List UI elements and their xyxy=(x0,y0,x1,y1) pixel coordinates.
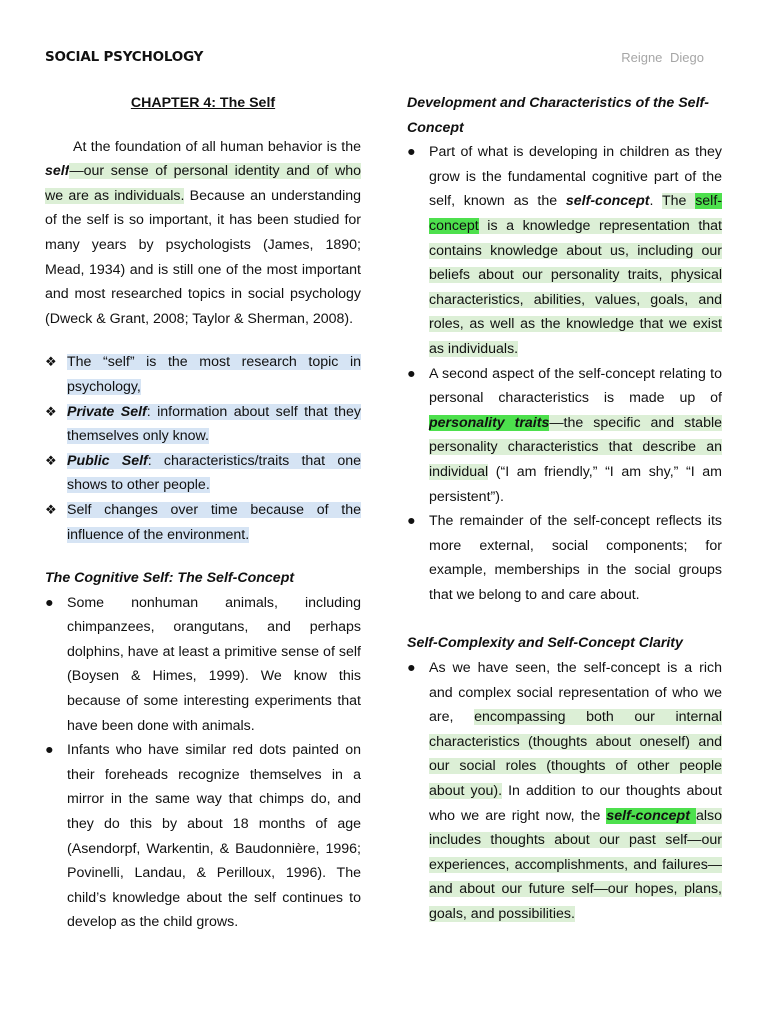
self-concept-highlight: self-concept xyxy=(606,807,696,824)
bullet-icon: ● xyxy=(407,365,416,382)
list-item: ❖ Public Self: characteristics/traits that one shows to other people. xyxy=(45,449,361,498)
list-item: ❖ Self changes over time because of the influence of the environment. xyxy=(45,498,361,547)
course-title: SOCIAL PSYCHOLOGY xyxy=(45,49,204,65)
diamond-bullet-icon: ❖ xyxy=(45,403,57,419)
bullet-icon: ● xyxy=(407,144,416,161)
list-item: ● A second aspect of the self-concept relating to personal characteristics is made up of personality traits—the specific and stable personality characteristics that describe an individual (“I am friendly,” “I am shy,” “I am persistent”). xyxy=(407,362,722,510)
diamond-bullet-icon: ❖ xyxy=(45,354,57,370)
diamond-bullet-icon: ❖ xyxy=(45,501,57,517)
section-heading-cognitive-self: The Cognitive Self: The Self-Concept xyxy=(45,570,295,587)
section-heading-self-complexity: Self-Complexity and Self-Concept Clarity xyxy=(407,635,683,652)
list-item: ● The remainder of the self-concept reflects its more external, social components; for example, memberships in the social groups that we belong to and care about. xyxy=(407,509,722,607)
self-definition: —our sense of personal identity and of who we are as individuals. xyxy=(45,163,361,204)
list-item: ❖ Private Self: information about self that they themselves only know. xyxy=(45,400,361,449)
list-item: ❖ The “self” is the most research topic in psychology, xyxy=(45,350,361,399)
list-item: ● As we have seen, the self-concept is a rich and complex social representation of who we are, encompassing both our internal characteristics (thoughts about oneself) and our social roles (thoughts of other people about you). In addition to our thoughts about who we are right now, the self-concept also includes thoughts about our past self—our experiences, accomplishments, and failures—and about our future self—our hopes, plans, goals, and possibilities. xyxy=(407,656,722,927)
personality-traits-highlight: personality traits xyxy=(429,414,550,431)
author-name: Reigne Diego xyxy=(621,50,704,65)
section-heading-development: Development and Characteristics of the Self-Concept xyxy=(407,95,709,136)
bullet-icon: ● xyxy=(407,660,416,677)
self-concept-highlight: self-concept xyxy=(429,193,722,234)
list-item: ● Some nonhuman animals, including chimpanzees, orangutans, and perhaps dolphins, have at least a primitive sense of self (Boysen & Himes, 1999). We know this because of some interesting experiments that have been done with animals. xyxy=(45,591,361,739)
development-bullet-list xyxy=(407,140,722,607)
diamond-bullet-icon: ❖ xyxy=(45,452,57,468)
chapter-title: CHAPTER 4: The Self xyxy=(130,95,276,111)
list-item: ● Part of what is developing in children as they grow is the fundamental cognitive part of the self, known as the self-concept. The self-concept is a knowledge representation that contains knowledge about us, including our beliefs about our personality traits, physical characteristics, abilities, values, goals, and roles, as well as the knowledge that we exist as individuals. xyxy=(407,140,722,361)
complexity-bullet-list xyxy=(407,656,722,927)
self-bullet-list xyxy=(45,350,361,547)
intro-paragraph: At the foundation of all human behavior is the self—our sense of personal identity and of who we are as individuals. Because an understanding of the self is so important, it has been studied for many years by psychologists (James, 1890; Mead, 1934) and is still one of the most important and most researched topics in social psychology (Dweck & Grant, 2008; Taylor & Sherman, 2008). xyxy=(45,138,362,327)
bullet-icon: ● xyxy=(45,742,54,759)
right-column xyxy=(407,91,722,927)
bullet-icon: ● xyxy=(45,594,54,611)
bullet-icon: ● xyxy=(407,513,416,530)
self-term: self xyxy=(45,163,70,180)
left-column xyxy=(45,91,361,935)
cognitive-bullet-list xyxy=(45,591,361,935)
list-item: ● Infants who have similar red dots painted on their foreheads recognize themselves in a mirror in the same way that chimps do, and they do this by about 18 months of age (Asendorpf, Warkentin, & Baudonnière, 1996; Povinelli, Landau, & Perilloux, 1996). The child’s knowledge about the self continues to develop as the child grows. xyxy=(45,738,361,935)
